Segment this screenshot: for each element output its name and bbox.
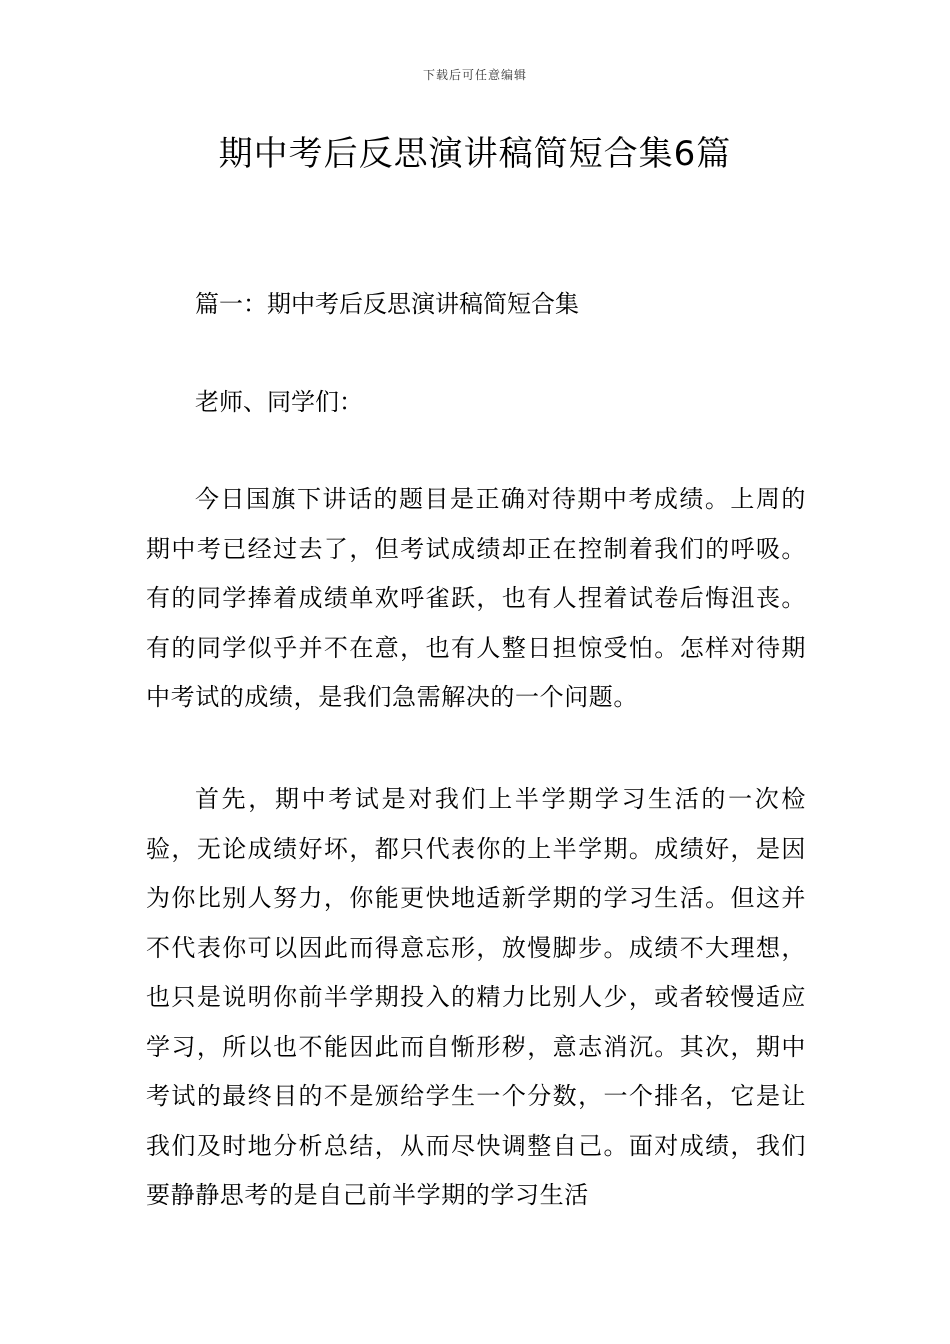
body-paragraph: 今日国旗下讲话的题目是正确对待期中考成绩。上周的期中考已经过去了，但考试成绩却正在控制着我们的呼吸。有的同学捧着成绩单欢呼雀跃，也有人捏着试卷后悔沮丧。有的同学似乎并不在意，也有人整日担惊受怕。怎样对待期中考试的成绩，是我们急需解决的一个问题。 [146,485,806,711]
body-paragraph: 首先，期中考试是对我们上半学期学习生活的一次检验，无论成绩好坏，都只代表你的上半学期。成绩好，是因为你比别人努力，你能更快地适新学期的学习生活。但这并不代表你可以因此而得意忘形，放慢脚步。成绩不大理想，也只是说明你前半学期投入的精力比别人少，或者较慢适应学习，所以也不能因此而自惭形秽，意志消沉。其次，期中考试的最终目的不是颁给学生一个分数，一个排名，它是让我们及时地分析总结，从而尽快调整自己。面对成绩，我们要静静思考的是自己前半学期的学习生活 [146,785,806,1209]
document-title: 期中考后反思演讲稿简短合集6篇 [218,134,732,174]
header-note: 下载后可任意编辑 [422,68,527,82]
section-heading: 篇一：期中考后反思演讲稿简短合集 [195,290,579,318]
salutation: 老师、同学们： [195,388,363,416]
